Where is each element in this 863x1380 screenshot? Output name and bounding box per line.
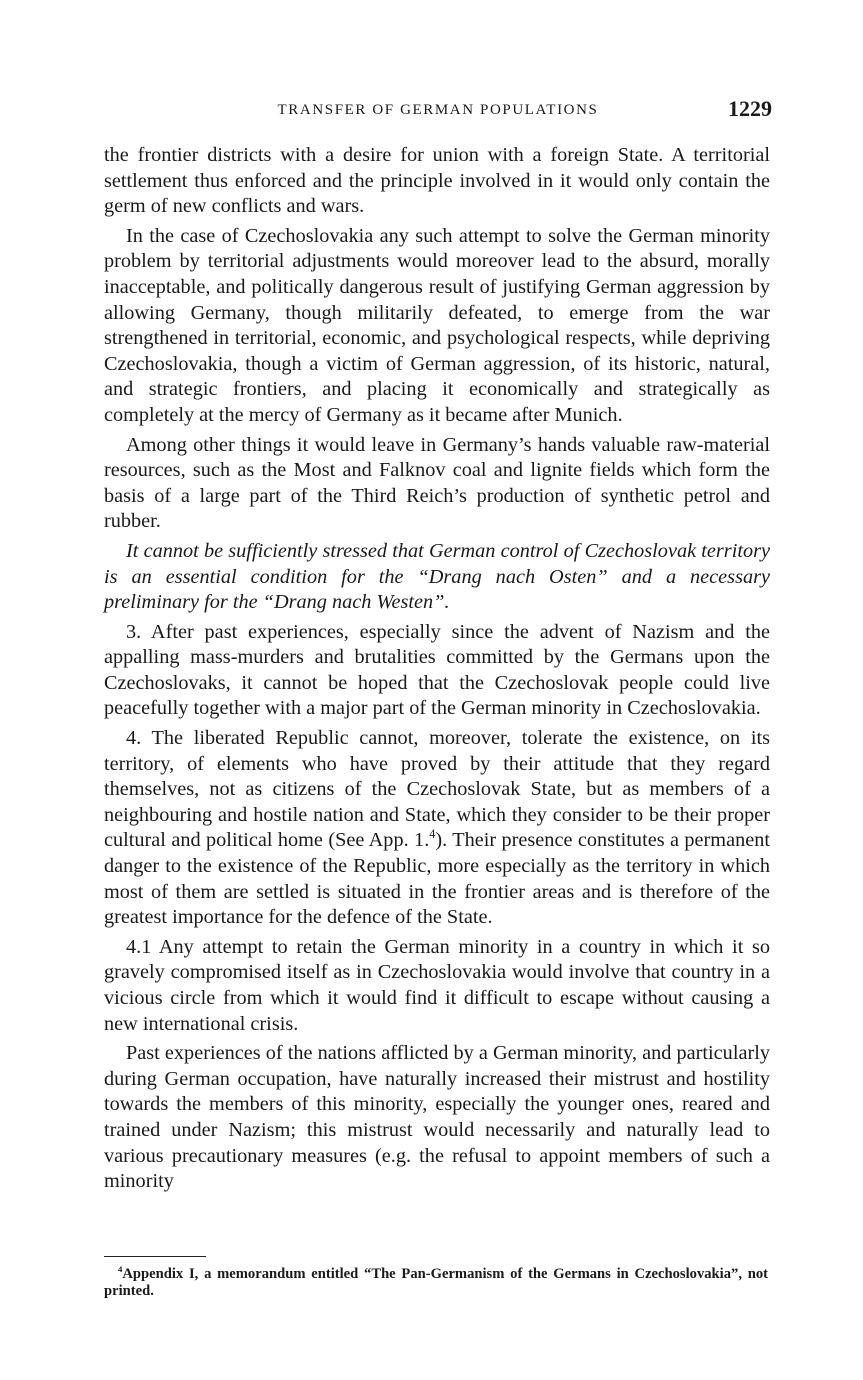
- paragraph-point-4-text: 4. The liberated Republic cannot, moreover, tolerate the existence, on its territory, of elements who have proved by their attitude that they regard themselves, not as citizens of the Czechoslovak State, but as members of a neighbouring and hostile nation and State, which they consider to be their proper cultural and political home (See App. 1.: [104, 727, 770, 852]
- paragraph-raw-materials: Among other things it would leave in Germany’s hands valuable raw-material resources, such as the Most and Falknov coal and lignite fields which form the basis of a large part of the Third Reich’s production of synthetic petrol and rubber.: [104, 433, 770, 533]
- paragraph-drang-nach-osten: It cannot be sufficiently stressed that German control of Czechoslovak territory is an essential condition for the “Drang nach Osten” and a necessary preliminary for the “Drang nach Westen”.: [104, 539, 770, 614]
- footnote-reference: 4: [429, 827, 436, 842]
- footnote-divider: [104, 1256, 206, 1257]
- footnote: [104, 1266, 768, 1300]
- paragraph-point-4: [104, 726, 770, 931]
- paragraph-point-4-1: 4.1 Any attempt to retain the German minority in a country in which it so gravely compromised itself as in Czechoslovakia would involve that country in a vicious circle from which it would find it difficult to escape without causing a new international crisis.: [104, 935, 770, 1035]
- paragraph-past-experiences: Past experiences of the nations afflicted by a German minority, and particularly during German occupation, have naturally increased their mistrust and hostility towards the members of this minority, especially the younger ones, reared and trained under Nazism; this mistrust would necessarily and naturally lead to various precautionary measures (e.g. the refusal to appoint members of such a minority: [104, 1042, 770, 1193]
- paragraph-point-4-text-cont: ). Their presence constitutes a permanent danger to the existence of the Republic, more especially as the territory in which most of them are settled is situated in the frontier areas and is therefore of the greatest importance for the defence of the State.: [104, 829, 770, 929]
- footnote-text: Appendix I, a memorandum entitled “The Pan-Germanism of the Germans in Czechoslovakia”, not printed.: [104, 1266, 768, 1299]
- running-title: TRANSFER OF GERMAN POPULATIONS: [277, 102, 599, 118]
- paragraph-continuation: the frontier districts with a desire for union with a foreign State. A territorial settlement thus enforced and the principle involved in it would only contain the germ of new conflicts and wars.: [104, 144, 770, 218]
- body-text: [104, 143, 770, 1195]
- footnote-marker: 4: [118, 1264, 123, 1275]
- paragraph-point-3: 3. After past experiences, especially since the advent of Nazism and the appalling mass-murders and brutalities committed by the Germans upon the Czechoslovaks, it cannot be hoped that the Czechoslovak people could live peacefully together with a major part of the German minority in Czechoslovakia.: [104, 620, 770, 720]
- page-number: 1229: [728, 96, 772, 121]
- running-head: [104, 96, 772, 126]
- paragraph-czechoslovakia-case: In the case of Czechoslovakia any such attempt to solve the German minority problem by territorial adjustments would moreover lead to the absurd, morally inacceptable, and politically dangerous result of justifying German aggression by allowing Germany, though militarily defeated, to emerge from the war strengthened in territorial, economic, and psychological respects, while depriving Czechoslovakia, though a victim of German aggression, of its historic, natural, and strategic frontiers, and placing it economically and strategically as completely at the mercy of Germany as it became after Munich.: [104, 224, 770, 426]
